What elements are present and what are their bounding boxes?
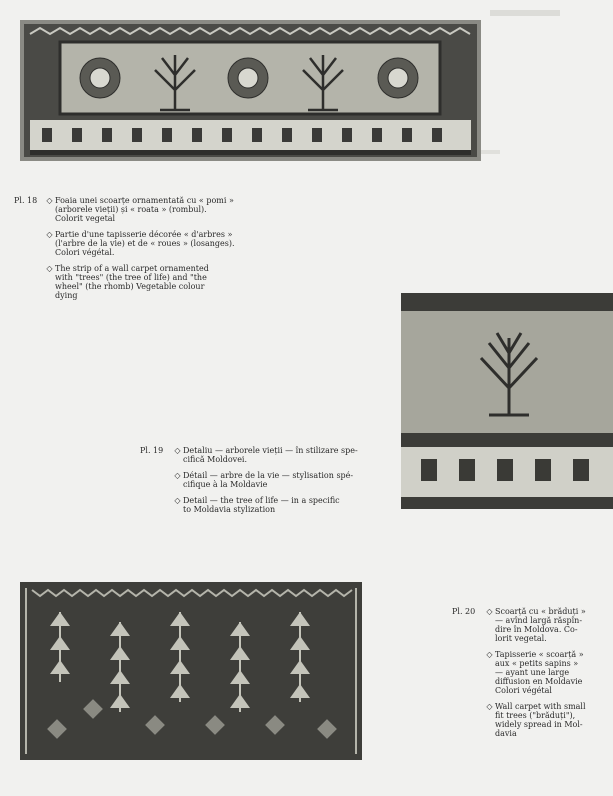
diamond-bullet-icon: ◇ [46, 264, 53, 273]
plate-20-caption [452, 607, 610, 745]
plate-20-carpet-image [20, 582, 362, 760]
caption-english: Detail — the tree of life — in a specific to Moldavia stylization [183, 496, 340, 514]
diamond-bullet-icon: ◇ [486, 702, 493, 711]
plate-label: Pl. 20 [452, 607, 476, 616]
diamond-bullet-icon: ◇ [174, 496, 181, 505]
plate-18-caption [14, 196, 274, 307]
diamond-bullet-icon: ◇ [486, 607, 493, 616]
plate-label: Pl. 18 [14, 196, 38, 205]
diamond-bullet-icon: ◇ [46, 196, 53, 205]
plate-19-detail-image [401, 293, 613, 509]
caption-romanian: Detaliu — arborele vieții — în stilizare spe- cifică Moldovei. [183, 446, 358, 464]
diamond-bullet-icon: ◇ [486, 650, 493, 659]
plate-19-caption [140, 446, 380, 521]
caption-french: Partie d'une tapisserie décorée « d'arbres » (l'arbre de la vie) et de « roues » (losanges). Colori végétal. [55, 230, 235, 257]
diamond-bullet-icon: ◇ [174, 446, 181, 455]
diamond-bullet-icon: ◇ [174, 471, 181, 480]
caption-english: Wall carpet with small fit trees ("brăduți"), widely spread in Mol- davia [495, 702, 586, 738]
diamond-bullet-icon: ◇ [46, 230, 53, 239]
caption-romanian: Scoarță cu « brăduți » — avînd largă răspîn- dire în Moldova. Co- lorit vegetal. [495, 607, 586, 643]
plate-label: Pl. 19 [140, 446, 164, 455]
plate-18-carpet-image [20, 20, 481, 161]
caption-english: The strip of a wall carpet ornamented with "trees" (the tree of life) and "the wheel" (the rhomb) Vegetable colour dying [55, 264, 209, 300]
caption-french: Tapisserie « scoarță » aux « petits sapins » — ayant une large diffusion en Moldavie Colori végétal [495, 650, 584, 695]
caption-romanian: Foaia unei scoarțe ornamentată cu « pomi » (arborele vieții) și « roata » (rombul). Colorit vegetal [55, 196, 234, 223]
caption-french: Détail — arbre de la vie — stylisation spé- cifique à la Moldavie [183, 471, 354, 489]
